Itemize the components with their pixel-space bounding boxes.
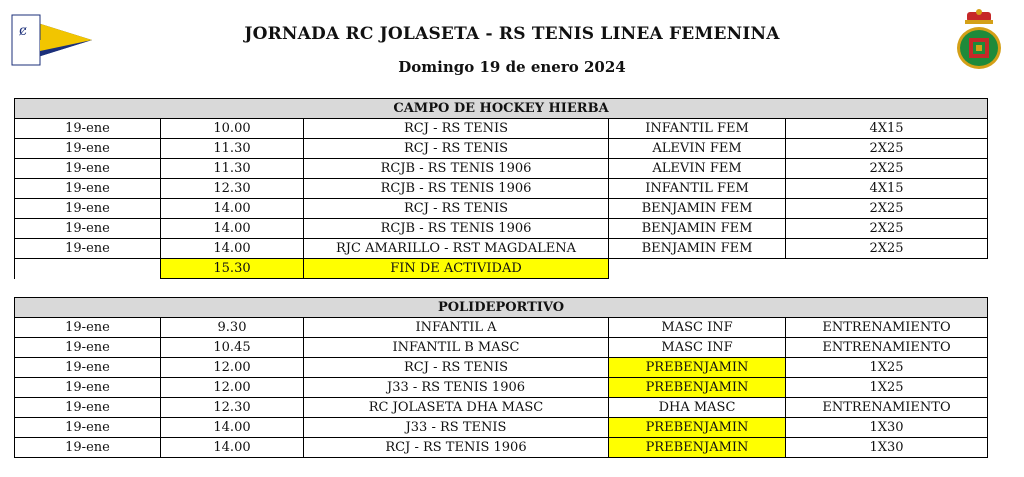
cell-formato: 4X15	[786, 119, 988, 139]
section-title: CAMPO DE HOCKEY HIERBA	[15, 99, 988, 119]
blank-cell	[786, 259, 988, 279]
blank-cell	[609, 259, 786, 279]
table-row	[15, 159, 988, 179]
table-row	[15, 179, 988, 199]
cell-hora: 12.00	[161, 358, 304, 378]
cell-categoria-highlight: PREBENJAMIN	[609, 418, 786, 438]
table-row	[15, 358, 988, 378]
cell-hora: 12.00	[161, 378, 304, 398]
cell-partido: RCJ - RS TENIS	[304, 358, 609, 378]
cell-fecha: 19-ene	[15, 219, 161, 239]
cell-formato: 1X25	[786, 358, 988, 378]
cell-hora: 12.30	[161, 179, 304, 199]
cell-categoria: ALEVIN FEM	[609, 159, 786, 179]
end-time-cell: 15.30	[161, 259, 304, 279]
end-label-cell: FIN DE ACTIVIDAD	[304, 259, 609, 279]
cell-fecha: 19-ene	[15, 199, 161, 219]
cell-categoria-highlight: PREBENJAMIN	[609, 378, 786, 398]
table-row	[15, 338, 988, 358]
hockey-schedule-table	[14, 98, 988, 279]
cell-formato: 2X25	[786, 139, 988, 159]
cell-fecha: 19-ene	[15, 239, 161, 259]
table-row	[15, 199, 988, 219]
cell-formato: 1X30	[786, 438, 988, 458]
cell-fecha: 19-ene	[15, 318, 161, 338]
cell-hora: 9.30	[161, 318, 304, 338]
table-header-row	[15, 298, 988, 318]
cell-categoria: DHA MASC	[609, 398, 786, 418]
section-title: POLIDEPORTIVO	[15, 298, 988, 318]
cell-partido: J33 - RS TENIS	[304, 418, 609, 438]
table-row	[15, 438, 988, 458]
page-title: JORNADA RC JOLASETA - RS TENIS LINEA FEMENINA	[244, 24, 780, 44]
cell-formato: 2X25	[786, 219, 988, 239]
table-row	[15, 398, 988, 418]
cell-partido: INFANTIL A	[304, 318, 609, 338]
cell-formato: ENTRENAMIENTO	[786, 338, 988, 358]
cell-hora: 11.30	[161, 139, 304, 159]
cell-fecha: 19-ene	[15, 378, 161, 398]
cell-fecha: 19-ene	[15, 119, 161, 139]
cell-hora: 10.00	[161, 119, 304, 139]
table-row	[15, 378, 988, 398]
cell-partido: RCJB - RS TENIS 1906	[304, 179, 609, 199]
cell-partido: INFANTIL B MASC	[304, 338, 609, 358]
cell-hora: 14.00	[161, 219, 304, 239]
cell-partido: RCJB - RS TENIS 1906	[304, 159, 609, 179]
table-row	[15, 418, 988, 438]
page-subtitle: Domingo 19 de enero 2024	[398, 58, 626, 76]
cell-categoria: BENJAMIN FEM	[609, 239, 786, 259]
cell-categoria: BENJAMIN FEM	[609, 199, 786, 219]
cell-fecha: 19-ene	[15, 358, 161, 378]
cell-hora: 14.00	[161, 418, 304, 438]
cell-categoria: MASC INF	[609, 338, 786, 358]
cell-hora: 10.45	[161, 338, 304, 358]
cell-categoria-highlight: PREBENJAMIN	[609, 358, 786, 378]
table-row	[15, 139, 988, 159]
polideportivo-schedule-table	[14, 297, 988, 458]
cell-categoria: BENJAMIN FEM	[609, 219, 786, 239]
cell-categoria-highlight: PREBENJAMIN	[609, 438, 786, 458]
cell-formato: ENTRENAMIENTO	[786, 318, 988, 338]
cell-formato: ENTRENAMIENTO	[786, 398, 988, 418]
table-row	[15, 318, 988, 338]
cell-partido: RCJ - RS TENIS	[304, 199, 609, 219]
cell-categoria: MASC INF	[609, 318, 786, 338]
cell-hora: 12.30	[161, 398, 304, 418]
cell-categoria: ALEVIN FEM	[609, 139, 786, 159]
cell-formato: 4X15	[786, 179, 988, 199]
cell-hora: 14.00	[161, 199, 304, 219]
cell-formato: 2X25	[786, 199, 988, 219]
cell-fecha: 19-ene	[15, 159, 161, 179]
cell-partido: RCJ - RS TENIS	[304, 139, 609, 159]
cell-partido: RJC AMARILLO - RST MAGDALENA	[304, 239, 609, 259]
cell-hora: 11.30	[161, 159, 304, 179]
cell-partido: J33 - RS TENIS 1906	[304, 378, 609, 398]
cell-fecha: 19-ene	[15, 398, 161, 418]
cell-formato: 2X25	[786, 239, 988, 259]
cell-categoria: INFANTIL FEM	[609, 179, 786, 199]
cell-formato: 2X25	[786, 159, 988, 179]
cell-partido: RCJ - RS TENIS	[304, 119, 609, 139]
blank-cell	[15, 259, 161, 279]
table-row	[15, 239, 988, 259]
cell-fecha: 19-ene	[15, 179, 161, 199]
cell-hora: 14.00	[161, 438, 304, 458]
cell-partido: RCJ - RS TENIS 1906	[304, 438, 609, 458]
table-row	[15, 219, 988, 239]
cell-partido: RC JOLASETA DHA MASC	[304, 398, 609, 418]
cell-fecha: 19-ene	[15, 418, 161, 438]
cell-partido: RCJB - RS TENIS 1906	[304, 219, 609, 239]
svg-text:ȼ: ȼ	[19, 23, 27, 39]
table-row	[15, 119, 988, 139]
cell-fecha: 19-ene	[15, 338, 161, 358]
table-header-row	[15, 99, 988, 119]
cell-formato: 1X25	[786, 378, 988, 398]
cell-fecha: 19-ene	[15, 438, 161, 458]
cell-hora: 14.00	[161, 239, 304, 259]
cell-categoria: INFANTIL FEM	[609, 119, 786, 139]
cell-fecha: 19-ene	[15, 139, 161, 159]
end-of-activity-row	[15, 259, 988, 279]
cell-formato: 1X30	[786, 418, 988, 438]
